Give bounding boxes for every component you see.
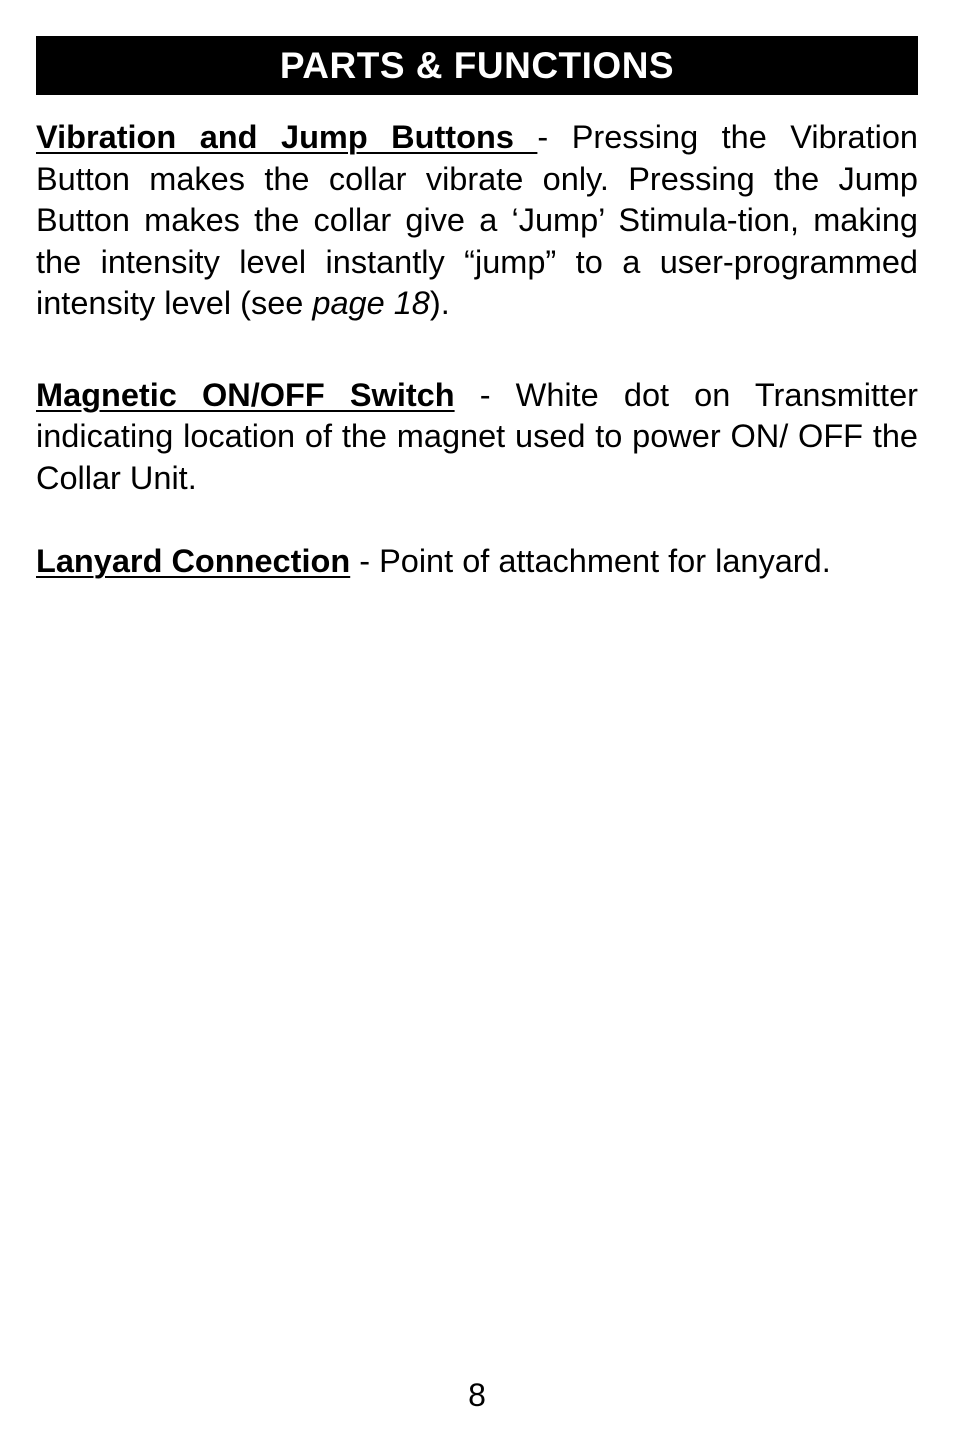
description-vibration-jump-buttons-end: ).: [429, 285, 450, 321]
page-number: 8: [468, 1377, 486, 1413]
term-magnetic-switch: Magnetic ON/OFF Switch: [36, 376, 455, 413]
description-magnetic-switch: - White dot on Transmitter indicating location of the magnet used to power ON/ OFF the Collar Unit.: [36, 376, 918, 496]
entry-lanyard-connection: [36, 541, 918, 583]
section-title: PARTS & FUNCTIONS: [279, 44, 675, 86]
page-reference: page 18: [312, 285, 430, 321]
entry-vibration-jump-buttons: [36, 117, 918, 325]
term-lanyard-connection: Lanyard Connection: [36, 543, 351, 579]
entry-magnetic-switch: [36, 375, 918, 500]
description-lanyard-connection: - Point of attachment for lanyard.: [350, 543, 831, 579]
manual-page: [36, 36, 918, 583]
description-vibration-jump-buttons: - Pressing the Vibration Button makes the collar vibrate only. Pressing the Jump Button makes the collar give a ‘Jump’ Stimula-tion, making the intensity level instantly “jump” to a user-programmed intensity level (see: [36, 119, 918, 321]
term-vibration-jump-buttons: Vibration and Jump Buttons: [36, 119, 538, 155]
section-header: [36, 36, 918, 95]
